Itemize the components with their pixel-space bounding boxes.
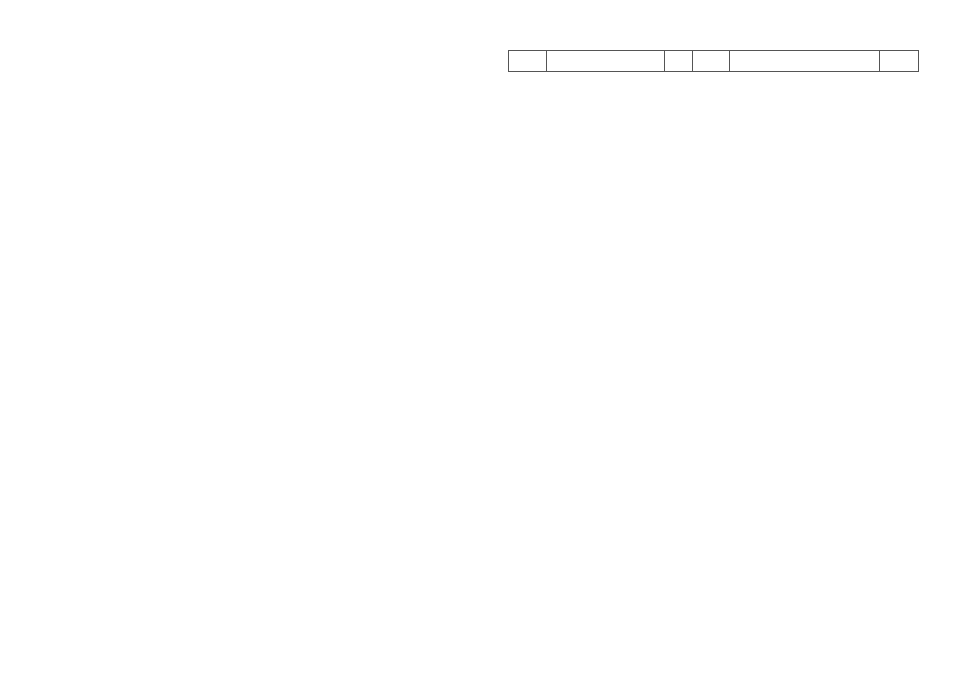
col-header: [730, 51, 880, 72]
col-header: [509, 51, 547, 72]
col-header: [664, 51, 692, 72]
safety-section: [36, 40, 446, 72]
parts-list: [508, 48, 919, 72]
parts-table: [508, 50, 919, 72]
right-page: [480, 0, 960, 674]
col-header: [692, 51, 730, 72]
col-header: [880, 51, 919, 72]
table-header-row: [509, 51, 919, 72]
col-header: [546, 51, 664, 72]
